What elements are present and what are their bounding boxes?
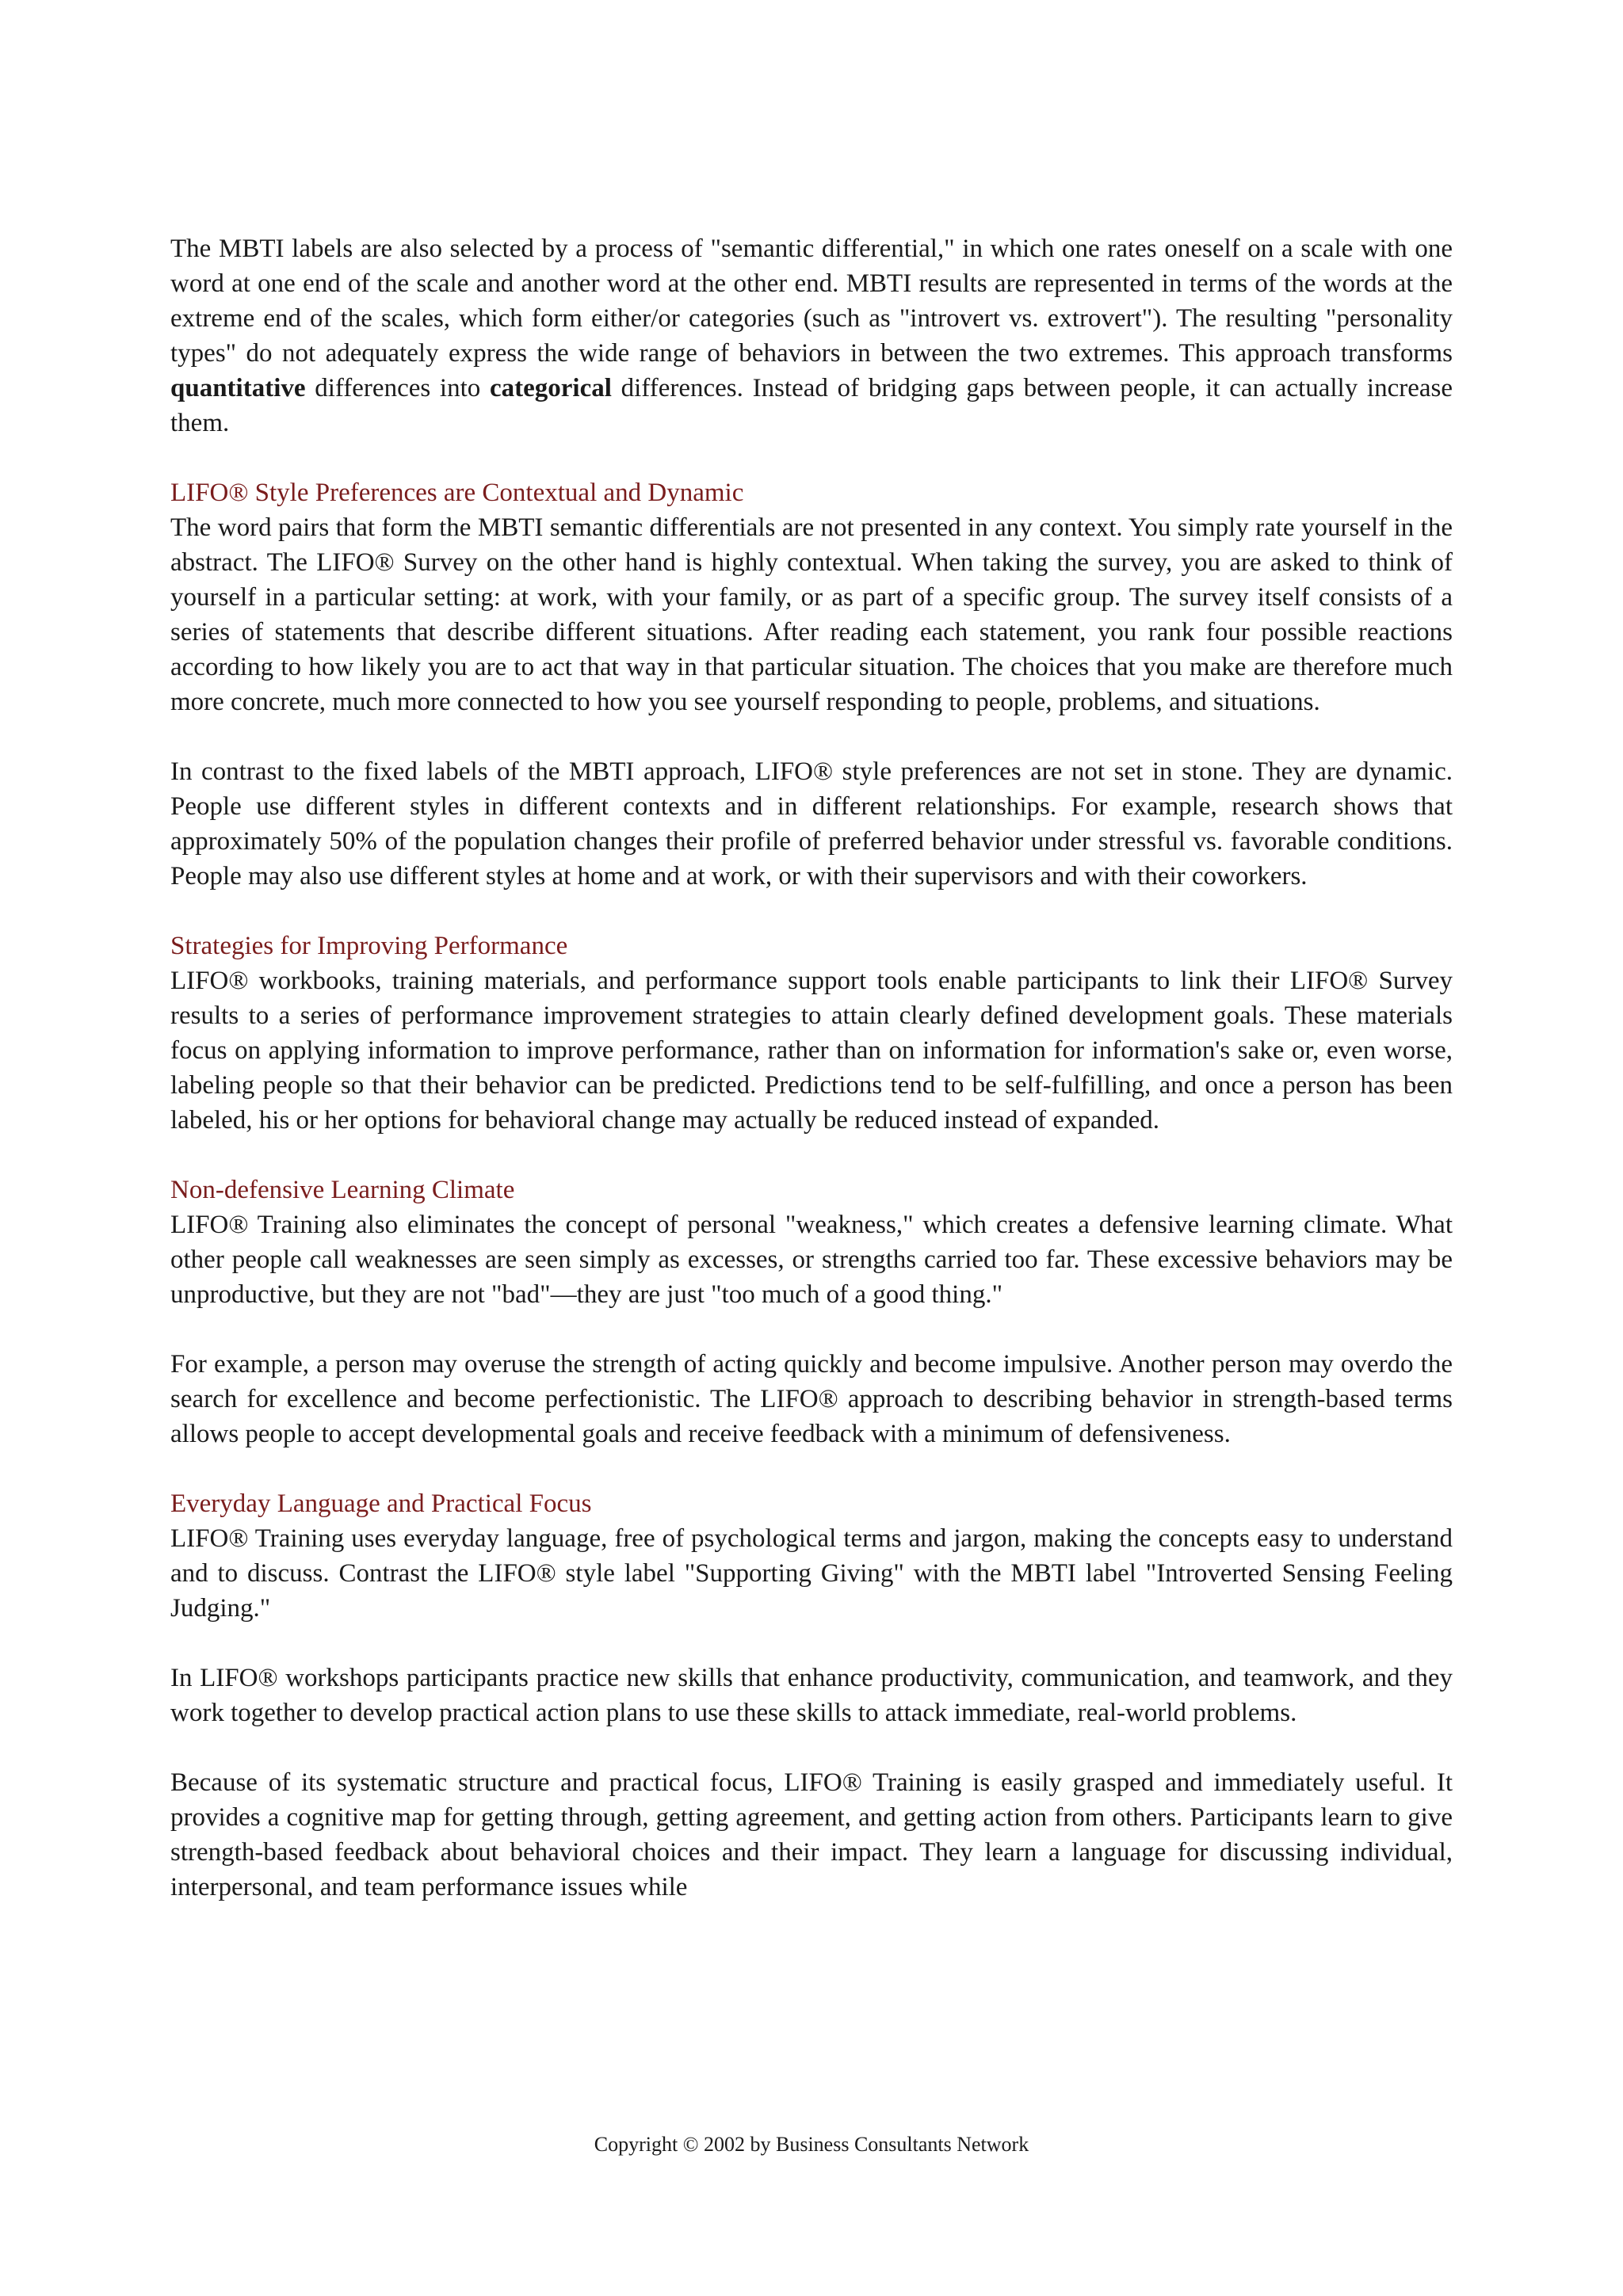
intro-bold-categorical: categorical — [490, 374, 612, 402]
section-heading-strategies: Strategies for Improving Performance — [170, 932, 568, 960]
copyright-footer: Copyright © 2002 by Business Consultants Network — [594, 2133, 1029, 2156]
paragraph-non-defensive-2: For example, a person may overuse the strength of acting quickly and become impulsive. Another person may overdo the search for excellence and become perfectionistic. The LIFO® approach to describing behavior in strength-based terms allows people to accept developmental goals and receive feedback with a minimum of defensiveness. — [170, 1350, 1453, 1448]
intro-bold-quantitative: quantitative — [170, 374, 306, 402]
paragraph-strategies-1: LIFO® workbooks, training materials, and performance support tools enable participants to link their LIFO® Survey results to a series of performance improvement strategies to attain clearly defined development goals. These materials focus on applying information to improve performance, rather than on information for information's sake or, even worse, labeling people so that their behavior can be predicted. Predictions tend to be self-fulfilling, and once a person has been labeled, his or her options for behavioral change may actually be reduced instead of expanded. — [170, 967, 1453, 1135]
section-heading-contextual: LIFO® Style Preferences are Contextual and Dynamic — [170, 479, 744, 507]
document-body — [170, 231, 1453, 1905]
paragraph-contextual-1: The word pairs that form the MBTI semantic differentials are not presented in any context. You simply rate yourself in the abstract. The LIFO® Survey on the other hand is highly contextual. When taking the survey, you are asked to think of yourself in a particular setting: at work, with your family, or as part of a specific group. The survey itself consists of a series of statements that describe different situations. After reading each statement, you rank four possible reactions according to how likely you are to act that way in that particular situation. The choices that you make are therefore much more concrete, much more connected to how you see yourself responding to people, problems, and situations. — [170, 513, 1453, 716]
paragraph-everyday-2: In LIFO® workshops participants practice new skills that enhance productivity, communication, and teamwork, and they work together to develop practical action plans to use these skills to attack immediate, real-world problems. — [170, 1664, 1453, 1727]
intro-paragraph — [170, 231, 1453, 441]
paragraph-non-defensive-1: LIFO® Training also eliminates the concept of personal "weakness," which creates a defensive learning climate. What other people call weaknesses are seen simply as excesses, or strengths carried too far. These excessive behaviors may be unproductive, but they are not "bad"—they are just "too much of a good thing." — [170, 1211, 1453, 1309]
section-heading-everyday-language: Everyday Language and Practical Focus — [170, 1489, 592, 1518]
paragraph-contextual-2: In contrast to the fixed labels of the MBTI approach, LIFO® style preferences are not set in stone. They are dynamic. People use different styles in different contexts and in different relationships. For example, research shows that approximately 50% of the population changes their profile of preferred behavior under stressful vs. favorable conditions. People may also use different styles at home and at work, or with their supervisors and with their coworkers. — [170, 757, 1453, 891]
section-heading-non-defensive: Non-defensive Learning Climate — [170, 1176, 515, 1204]
intro-text-3: differences. Instead of bridging gaps between people, it can actually increase them. — [170, 374, 1453, 437]
intro-text-1: The MBTI labels are also selected by a process of "semantic differential," in which one rates oneself on a scale with one word at one end of the scale and another word at the other end. MBTI results are represented in terms of the words at the extreme end of the scales, which form either/or categories (such as "introvert vs. extrovert"). The resulting "personality types" do not adequately express the wide range of behaviors in between the two extremes. This approach transforms — [170, 235, 1453, 368]
paragraph-everyday-3: Because of its systematic structure and practical focus, LIFO® Training is easily grasped and immediately useful. It provides a cognitive map for getting through, getting agreement, and getting action from others. Participants learn to give strength-based feedback about behavioral choices and their impact. They learn a language for discussing individual, interpersonal, and team performance issues while — [170, 1768, 1453, 1901]
intro-text-2: differences into — [305, 374, 490, 402]
paragraph-everyday-1: LIFO® Training uses everyday language, free of psychological terms and jargon, making the concepts easy to understand and to discuss. Contrast the LIFO® style label "Supporting Giving" with the MBTI label "Introverted Sensing Feeling Judging." — [170, 1524, 1453, 1623]
